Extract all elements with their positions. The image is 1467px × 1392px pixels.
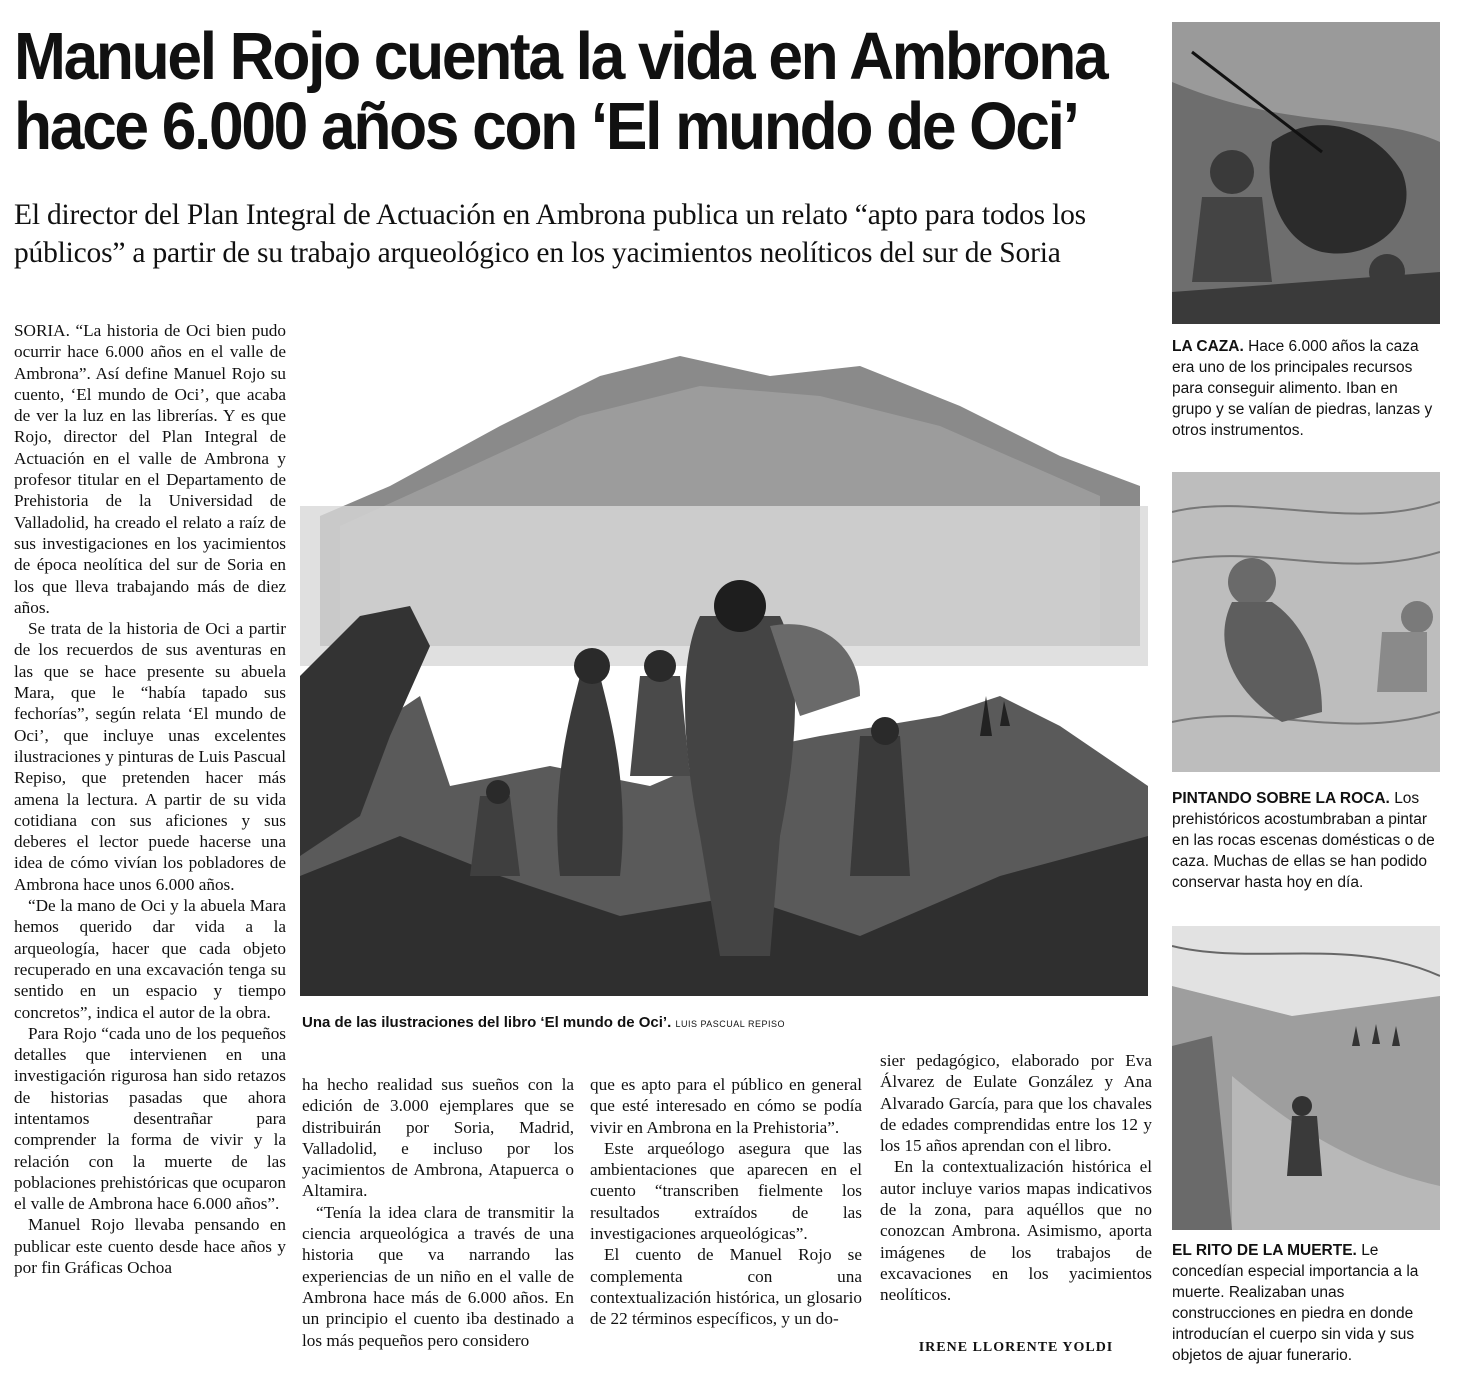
paragraph: que es apto para el público en general que esté interesado en cómo se podía vivir en Ambrona en la Prehistoria”. xyxy=(590,1075,862,1137)
byline: IRENE LLORENTE YOLDI xyxy=(918,1340,1114,1355)
main-illustration-caption xyxy=(302,1014,1162,1031)
caption-title: LA CAZA. xyxy=(1172,338,1244,355)
paragraph: “De la mano de Oci y la abuela Mara hemos querido dar vida a la arqueología, hacer que cada objeto recuperado en una excavación tenga su sentido en un espacio y tiempo concretos”, indica el autor de la obra. xyxy=(14,896,286,1022)
subheadline: El director del Plan Integral de Actuación en Ambrona publica un relato “apto para todos los públicos” a partir de su trabajo arqueológico en los yacimientos neolíticos del sur de Soria xyxy=(14,199,1086,269)
paragraph: Se trata de la historia de Oci a partir de los recuerdos de sus aventuras en las que se hace presente su abuela Mara, que le “había tapado sus fechorías”, según relata ‘El mundo de Oci’, que incluye unas excelentes ilustraciones y pinturas de Luis Pascual Repiso, que pretenden hacer más amena la lectura. A partir de su vida cotidiana con sus aficiones y sus deberes el lector puede hacerse una idea de cómo vivían los pobladores de Ambrona hace unos 6.000 años. xyxy=(14,619,286,894)
paragraph: “Tenía la idea clara de transmitir la ciencia arqueológica a través de una historia que va narrando las experiencias de un niño en el valle de Ambrona hace más de 6.000 años. En un principio el cuento iba destinado a los más pequeños pero considero xyxy=(302,1202,574,1350)
headline-line-2: hace 6.000 años con ‘El mundo de Oci’ xyxy=(14,89,1078,164)
caption-title: PINTANDO SOBRE LA ROCA. xyxy=(1172,790,1390,807)
caption-title: EL RITO DE LA MUERTE. xyxy=(1172,1242,1357,1259)
article-column-1 xyxy=(14,320,286,1278)
paragraph: Para Rojo “cada uno de los pequeños detalles que intervienen en una investigación rigurosa han sido retazos de historias pasadas que ahora intentamos desentrañar para comprender la forma de vivir y la relación con la muerte de las poblaciones prehistóricas que ocuparon el valle de Ambrona hace 6.000 años”. xyxy=(14,1023,286,1214)
paragraph: ha hecho realidad sus sueños con la edición de 3.000 ejemplares que se distribuirán por Soria, Madrid, Valladolid, e incluso por los yacimientos de Ambrona, Atapuerca o Altamira. xyxy=(302,1075,574,1201)
hunting-illustration xyxy=(1172,22,1440,324)
headline-line-1: Manuel Rojo cuenta la vida en Ambrona xyxy=(14,19,1107,94)
headline xyxy=(14,19,1107,164)
caption-text: Una de las ilustraciones del libro ‘El mundo de Oci’. xyxy=(302,1014,672,1031)
caption-rock-painting xyxy=(1172,788,1440,893)
article-column-4 xyxy=(880,1050,1152,1306)
paragraph: Manuel Rojo llevaba pensando en publicar este cuento desde hace años y por fin Gráficas Ochoa xyxy=(14,1215,286,1278)
photo-credit: LUIS PASCUAL REPISO xyxy=(675,1019,785,1029)
caption-text: Los prehistóricos acostumbraban a pintar en las rocas escenas domésticas o de caza. Muchas de ellas se han podido conservar hasta hoy en día. xyxy=(1172,790,1435,891)
paragraph: Este arqueólogo asegura que las ambientaciones que aparecen en el cuento “transcriben fielmente los resultados extraídos de las investigaciones arqueológicas”. xyxy=(590,1138,862,1244)
caption-text: Hace 6.000 años la caza era uno de los principales recursos para conseguir alimento. Iban en grupo y se valían de piedras, lanzas y otros instrumentos. xyxy=(1172,338,1433,439)
main-illustration xyxy=(300,316,1148,1006)
paragraph: El cuento de Manuel Rojo se complementa con una contextualización histórica, un glosario de 22 términos específicos, y un do- xyxy=(590,1245,862,1329)
caption-text: Le concedían especial importancia a la muerte. Realizaban unas construcciones en piedra en donde introducían el cuerpo sin vida y sus objetos de ajuar funerario. xyxy=(1172,1242,1419,1364)
caption-hunting xyxy=(1172,336,1440,441)
caption-death-ritual xyxy=(1172,1240,1440,1366)
paragraph: SORIA. “La historia de Oci bien pudo ocurrir hace 6.000 años en el valle de Ambrona”. Así define Manuel Rojo su cuento, ‘El mundo de Oci’, que acaba de ver la luz en las librerías. Y es que Rojo, director del Plan Integral de Actuación en el valle de Ambrona y profesor titular en el Departamento de Prehistoria de la Universidad de Valladolid, ha creado el relato a raíz de sus investigaciones en los yacimientos de época neolítica del sur de Soria en los que lleva trabajando más de diez años. xyxy=(14,321,286,617)
article-column-3 xyxy=(590,1074,862,1330)
death-ritual-illustration xyxy=(1172,926,1440,1230)
rock-painting-illustration xyxy=(1172,472,1440,772)
article-column-2 xyxy=(302,1074,574,1351)
paragraph: En la contextualización histórica el autor incluye varios mapas indicativos de la zona, para aquéllos que no conozcan Ambrona. Asimismo, aporta imágenes de los trabajos de excavaciones en los yacimientos neolíticos. xyxy=(880,1157,1152,1305)
paragraph: sier pedagógico, elaborado por Eva Álvarez de Eulate González y Ana Alvarado García, para que los chavales de edades comprendidas entre los 12 y los 15 años aprendan con el libro. xyxy=(880,1051,1152,1156)
